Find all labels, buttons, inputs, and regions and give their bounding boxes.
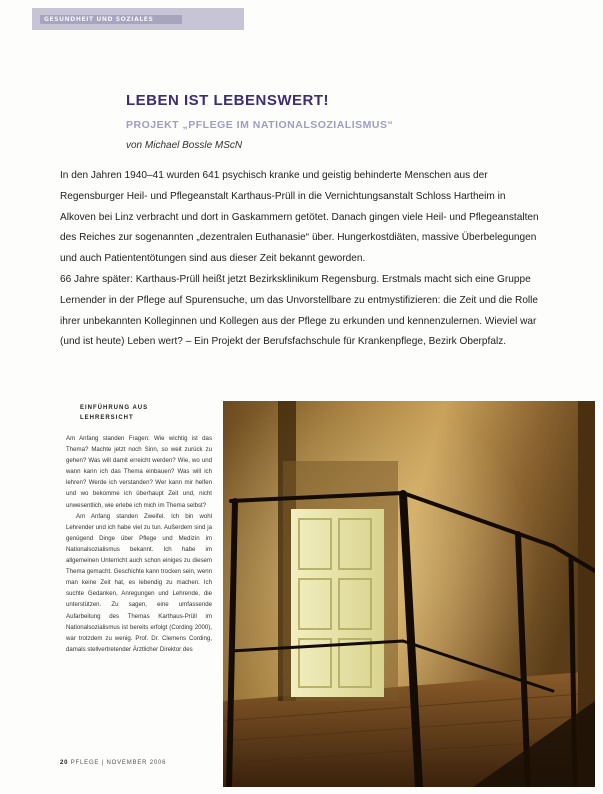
lead-paragraph: In den Jahren 1940–41 wurden 641 psychisch kranke und geistig behinderte Menschen aus der Regensburger Heil- und Pflegeanstalt Karthaus-Prüll in die Vernichtungsanstalt Schloss Hartheim in Alkoven bei Linz verbracht und dort in Gaskammern getötet. Danach gingen viele Heil- und Pflegeanstalten des Reiches zur sogenannten „dezentralen Euthanasie“ über. Hungerkostdiäten, massive Überbelegungen und auch Patiententötungen sind aus dieser Zeit bekannt geworden. bbox=[60, 170, 539, 265]
section-heading bbox=[80, 403, 200, 423]
section-label: GESUNDHEIT UND SOZIALES bbox=[40, 15, 182, 24]
article-subtitle: PROJEKT „PFLEGE IM NATIONALSOZIALISMUS“ bbox=[126, 119, 394, 131]
journal-name: PFLEGE | NOVEMBER 2006 bbox=[70, 760, 167, 766]
section-header-band bbox=[32, 8, 244, 30]
article-byline: von Michael Bossle MScN bbox=[126, 140, 243, 151]
page-footer bbox=[60, 760, 166, 766]
section-heading-line: EINFÜHRUNG AUS bbox=[80, 405, 149, 411]
page-number: 20 bbox=[60, 760, 69, 766]
section-heading-line: LEHRERSICHT bbox=[80, 415, 134, 421]
staircase-room-photo bbox=[223, 401, 595, 787]
article-title: LEBEN IST LEBENSWERT! bbox=[126, 92, 330, 109]
body-paragraph: Am Anfang standen Zweifel. Ich bin wohl Lehrender und ich habe viel zu tun. Außerdem sind ja genügend Dinge über Pflege und Medizin im Nationalsozialismus bekannt. Ich habe im allgemeinen Unterricht auch schon einiges zu diesem Thema gemacht. Geschichte kann trocken sein, wenn man keine Zeit hat, es lebendig zu machen. Ich suchte Gedanken, Anregungen und Lehrende, die unterstützen. Zu sagen, eine umfassende Aufarbeitung des Themas Karthaus-Prüll im Nationalsozialismus ist bereits erfolgt (Cording 2000), war trotzdem zu wenig. Prof. Dr. Clemens Cording, damals stellvertretender Ärztlicher Direktor des bbox=[66, 512, 212, 653]
article-body-column bbox=[66, 433, 212, 745]
lead-text bbox=[60, 166, 542, 353]
lead-paragraph: 66 Jahre später: Karthaus-Prüll heißt jetzt Bezirksklinikum Regensburg. Erstmals macht sich eine Gruppe Lernender in der Pflege auf Spurensuche, um das Unvorstellbare zu entmystifizieren: die Zeit und die Rolle ihrer unbekannten Kolleginnen und Kollegen aus der Pflege zu erkunden und kennenzulernen. Wieviel war (und ist heute) Leben wert? – Ein Projekt der Berufsfachschule für Krankenpflege, Bezirk Oberpfalz. bbox=[60, 273, 539, 348]
body-paragraph: Am Anfang standen Fragen: Wie wichtig ist das Thema? Machte jetzt noch Sinn, so weit zurück zu gehen? Was will damit erreicht werden? Wie, wo und wann kann ich das Thema einbauen? Was will ich lehren? Werde ich verstanden? Wer kann mir helfen und wo bekomme ich überhaupt Zeit und, nicht unwesentlich, wie erlebe ich mich im Thema selbst? bbox=[66, 435, 212, 509]
